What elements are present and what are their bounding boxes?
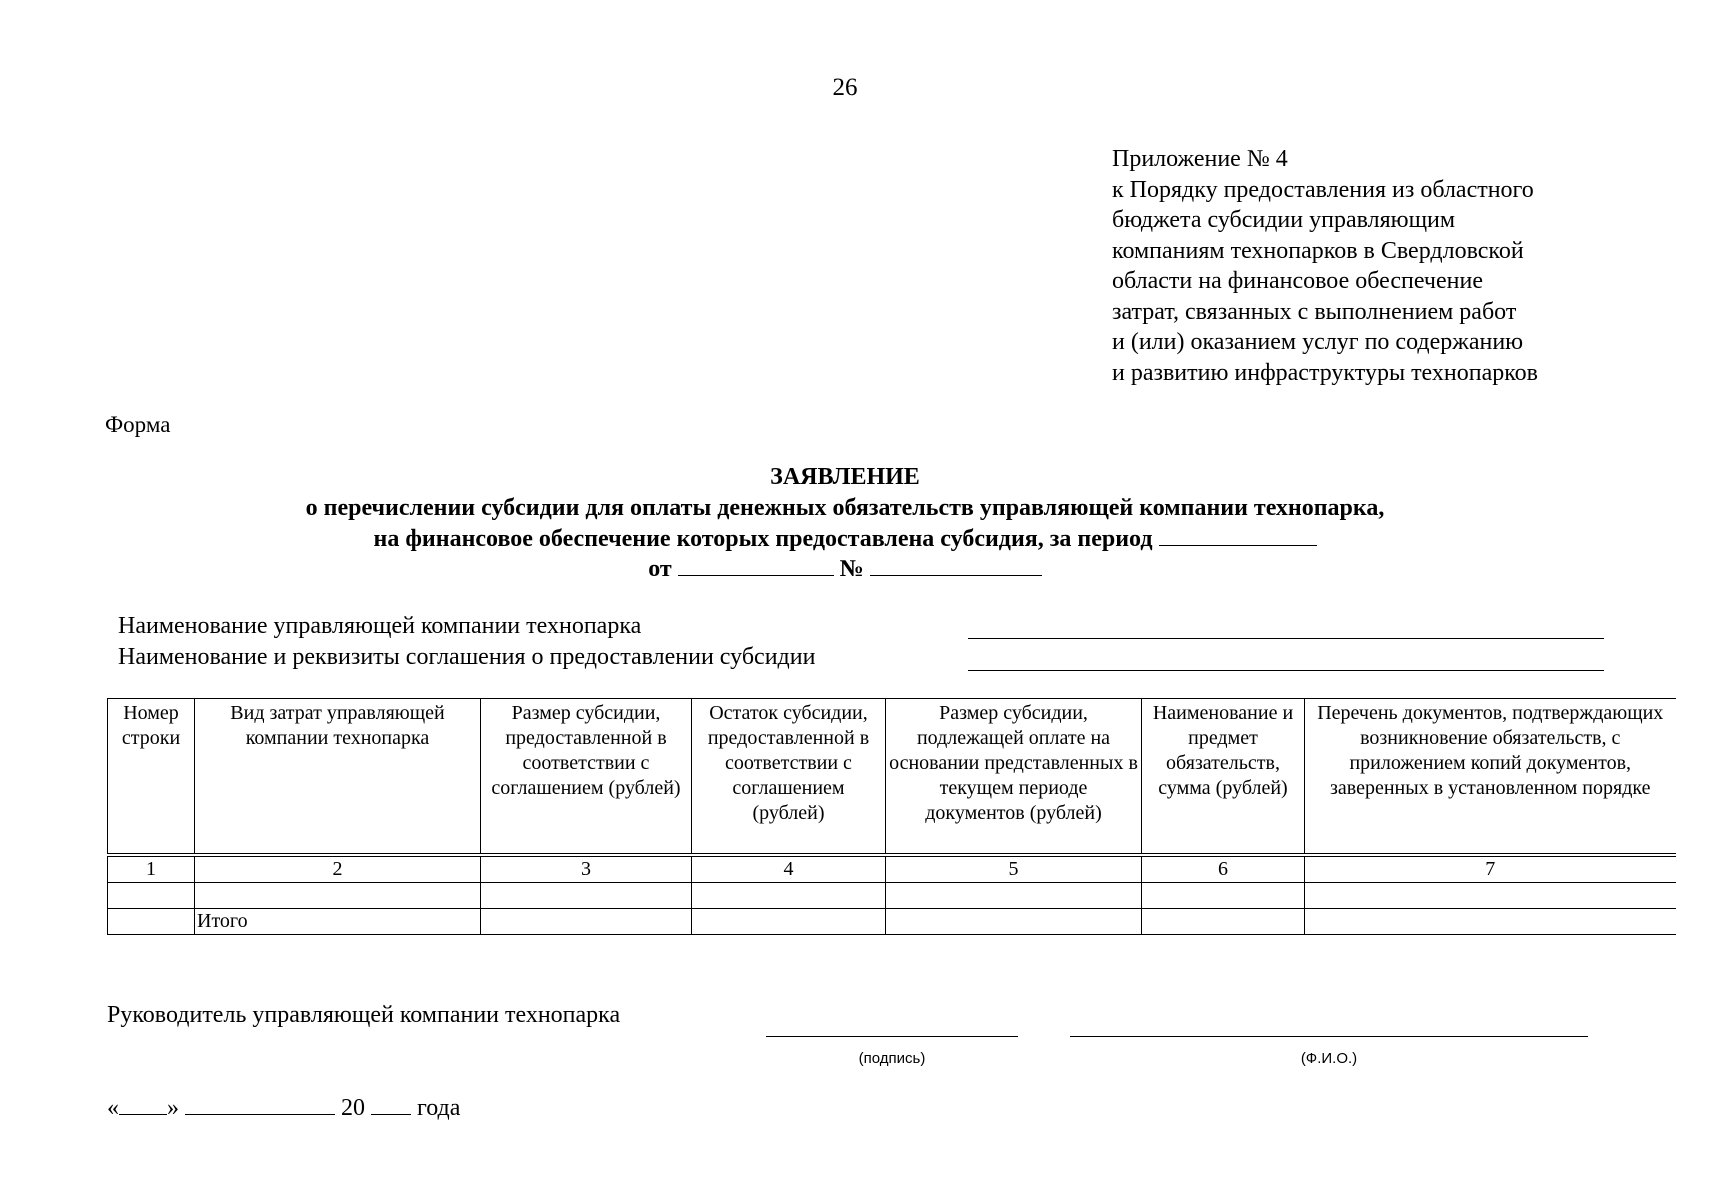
- column-header-documents: Перечень документов, подтверждающих возникновение обязательств, с приложением копий документов, заверенных в установленном порядке: [1305, 699, 1676, 856]
- column-header-payable-amount: Размер субсидии, подлежащей оплате на основании представленных в текущем периоде документов (рублей): [886, 699, 1142, 856]
- period-blank[interactable]: [1159, 544, 1317, 546]
- total-row: [108, 909, 1676, 935]
- form-label: Форма: [105, 412, 171, 437]
- appendix-line: компаниям технопарков в Свердловской: [1112, 237, 1524, 264]
- table-cell[interactable]: [108, 883, 195, 909]
- appendix-line: к Порядку предоставления из областного: [1112, 176, 1534, 203]
- table-cell[interactable]: [886, 909, 1142, 935]
- day-blank[interactable]: [119, 1113, 167, 1115]
- appendix-line: области на финансовое обеспечение: [1112, 268, 1483, 294]
- appendix-line: бюджета субсидии управляющим: [1112, 207, 1456, 233]
- page-number: 26: [832, 74, 858, 101]
- close-quote: »: [167, 1095, 179, 1121]
- open-quote: «: [107, 1095, 119, 1121]
- column-header-row-number: Номер строки: [108, 699, 195, 856]
- number-label: №: [839, 556, 864, 582]
- appendix-note: [1112, 144, 1672, 388]
- number-blank[interactable]: [870, 574, 1042, 576]
- table-cell[interactable]: [108, 909, 195, 935]
- column-numbers-row: [108, 855, 1676, 883]
- company-name-line[interactable]: [968, 638, 1604, 639]
- document-title-line-3: [0, 556, 1690, 583]
- table-cell[interactable]: [1142, 909, 1305, 935]
- document-title-line-1: о перечислении субсидии для оплаты денежных обязательств управляющей компании технопарка,: [305, 495, 1385, 521]
- year-blank[interactable]: [371, 1113, 411, 1115]
- month-blank[interactable]: [185, 1113, 335, 1115]
- column-number: 7: [1305, 855, 1676, 883]
- table-row: [108, 883, 1676, 909]
- column-number: 3: [481, 855, 692, 883]
- table-cell[interactable]: [692, 909, 886, 935]
- year-suffix: года: [417, 1095, 461, 1121]
- table-cell[interactable]: [1305, 909, 1676, 935]
- title-period-text: на финансовое обеспечение которых предоставлена субсидия, за период: [373, 526, 1153, 552]
- table-cell[interactable]: [1305, 883, 1676, 909]
- appendix-line: и (или) оказанием услуг по содержанию: [1112, 329, 1524, 355]
- agreement-line[interactable]: [968, 670, 1604, 671]
- appendix-line: затрат, связанных с выполнением работ: [1112, 298, 1517, 325]
- column-header-subsidy-amount: Размер субсидии, предоставленной в соответствии с соглашением (рублей): [481, 699, 692, 856]
- full-name-caption: (Ф.И.О.): [1300, 1050, 1358, 1067]
- head-of-company-label: Руководитель управляющей компании технопарка: [107, 1002, 621, 1028]
- column-number: 5: [886, 855, 1142, 883]
- column-header-subsidy-balance: Остаток субсидии, предоставленной в соответствии с соглашением (рублей): [692, 699, 886, 856]
- date-blank[interactable]: [678, 574, 834, 576]
- document-heading: ЗАЯВЛЕНИЕ: [770, 464, 920, 490]
- table-cell[interactable]: [481, 883, 692, 909]
- column-number: 4: [692, 855, 886, 883]
- total-label: Итого: [195, 909, 481, 935]
- document-title-line-2: [0, 526, 1690, 553]
- table-cell[interactable]: [481, 909, 692, 935]
- table-cell[interactable]: [195, 883, 481, 909]
- agreement-label: Наименование и реквизиты соглашения о предоставлении субсидии: [118, 644, 816, 670]
- expenses-table: [107, 698, 1676, 935]
- year-prefix: 20: [341, 1095, 365, 1121]
- date-line: [107, 1095, 460, 1122]
- column-header-obligations: Наименование и предмет обязательств, сумма (рублей): [1142, 699, 1305, 856]
- table-cell[interactable]: [886, 883, 1142, 909]
- full-name-line[interactable]: [1070, 1036, 1588, 1037]
- table-cell[interactable]: [1142, 883, 1305, 909]
- signature-line[interactable]: [766, 1036, 1018, 1037]
- from-label: от: [648, 556, 672, 582]
- table-header-row: [108, 699, 1676, 856]
- appendix-line: и развитию инфраструктуры технопарков: [1112, 359, 1538, 386]
- column-number: 1: [108, 855, 195, 883]
- appendix-line: Приложение № 4: [1112, 146, 1288, 172]
- signature-caption: (подпись): [858, 1050, 926, 1067]
- table-cell[interactable]: [692, 883, 886, 909]
- column-header-expense-type: Вид затрат управляющей компании технопарка: [195, 699, 481, 856]
- column-number: 6: [1142, 855, 1305, 883]
- column-number: 2: [195, 855, 481, 883]
- company-name-label: Наименование управляющей компании технопарка: [118, 613, 642, 639]
